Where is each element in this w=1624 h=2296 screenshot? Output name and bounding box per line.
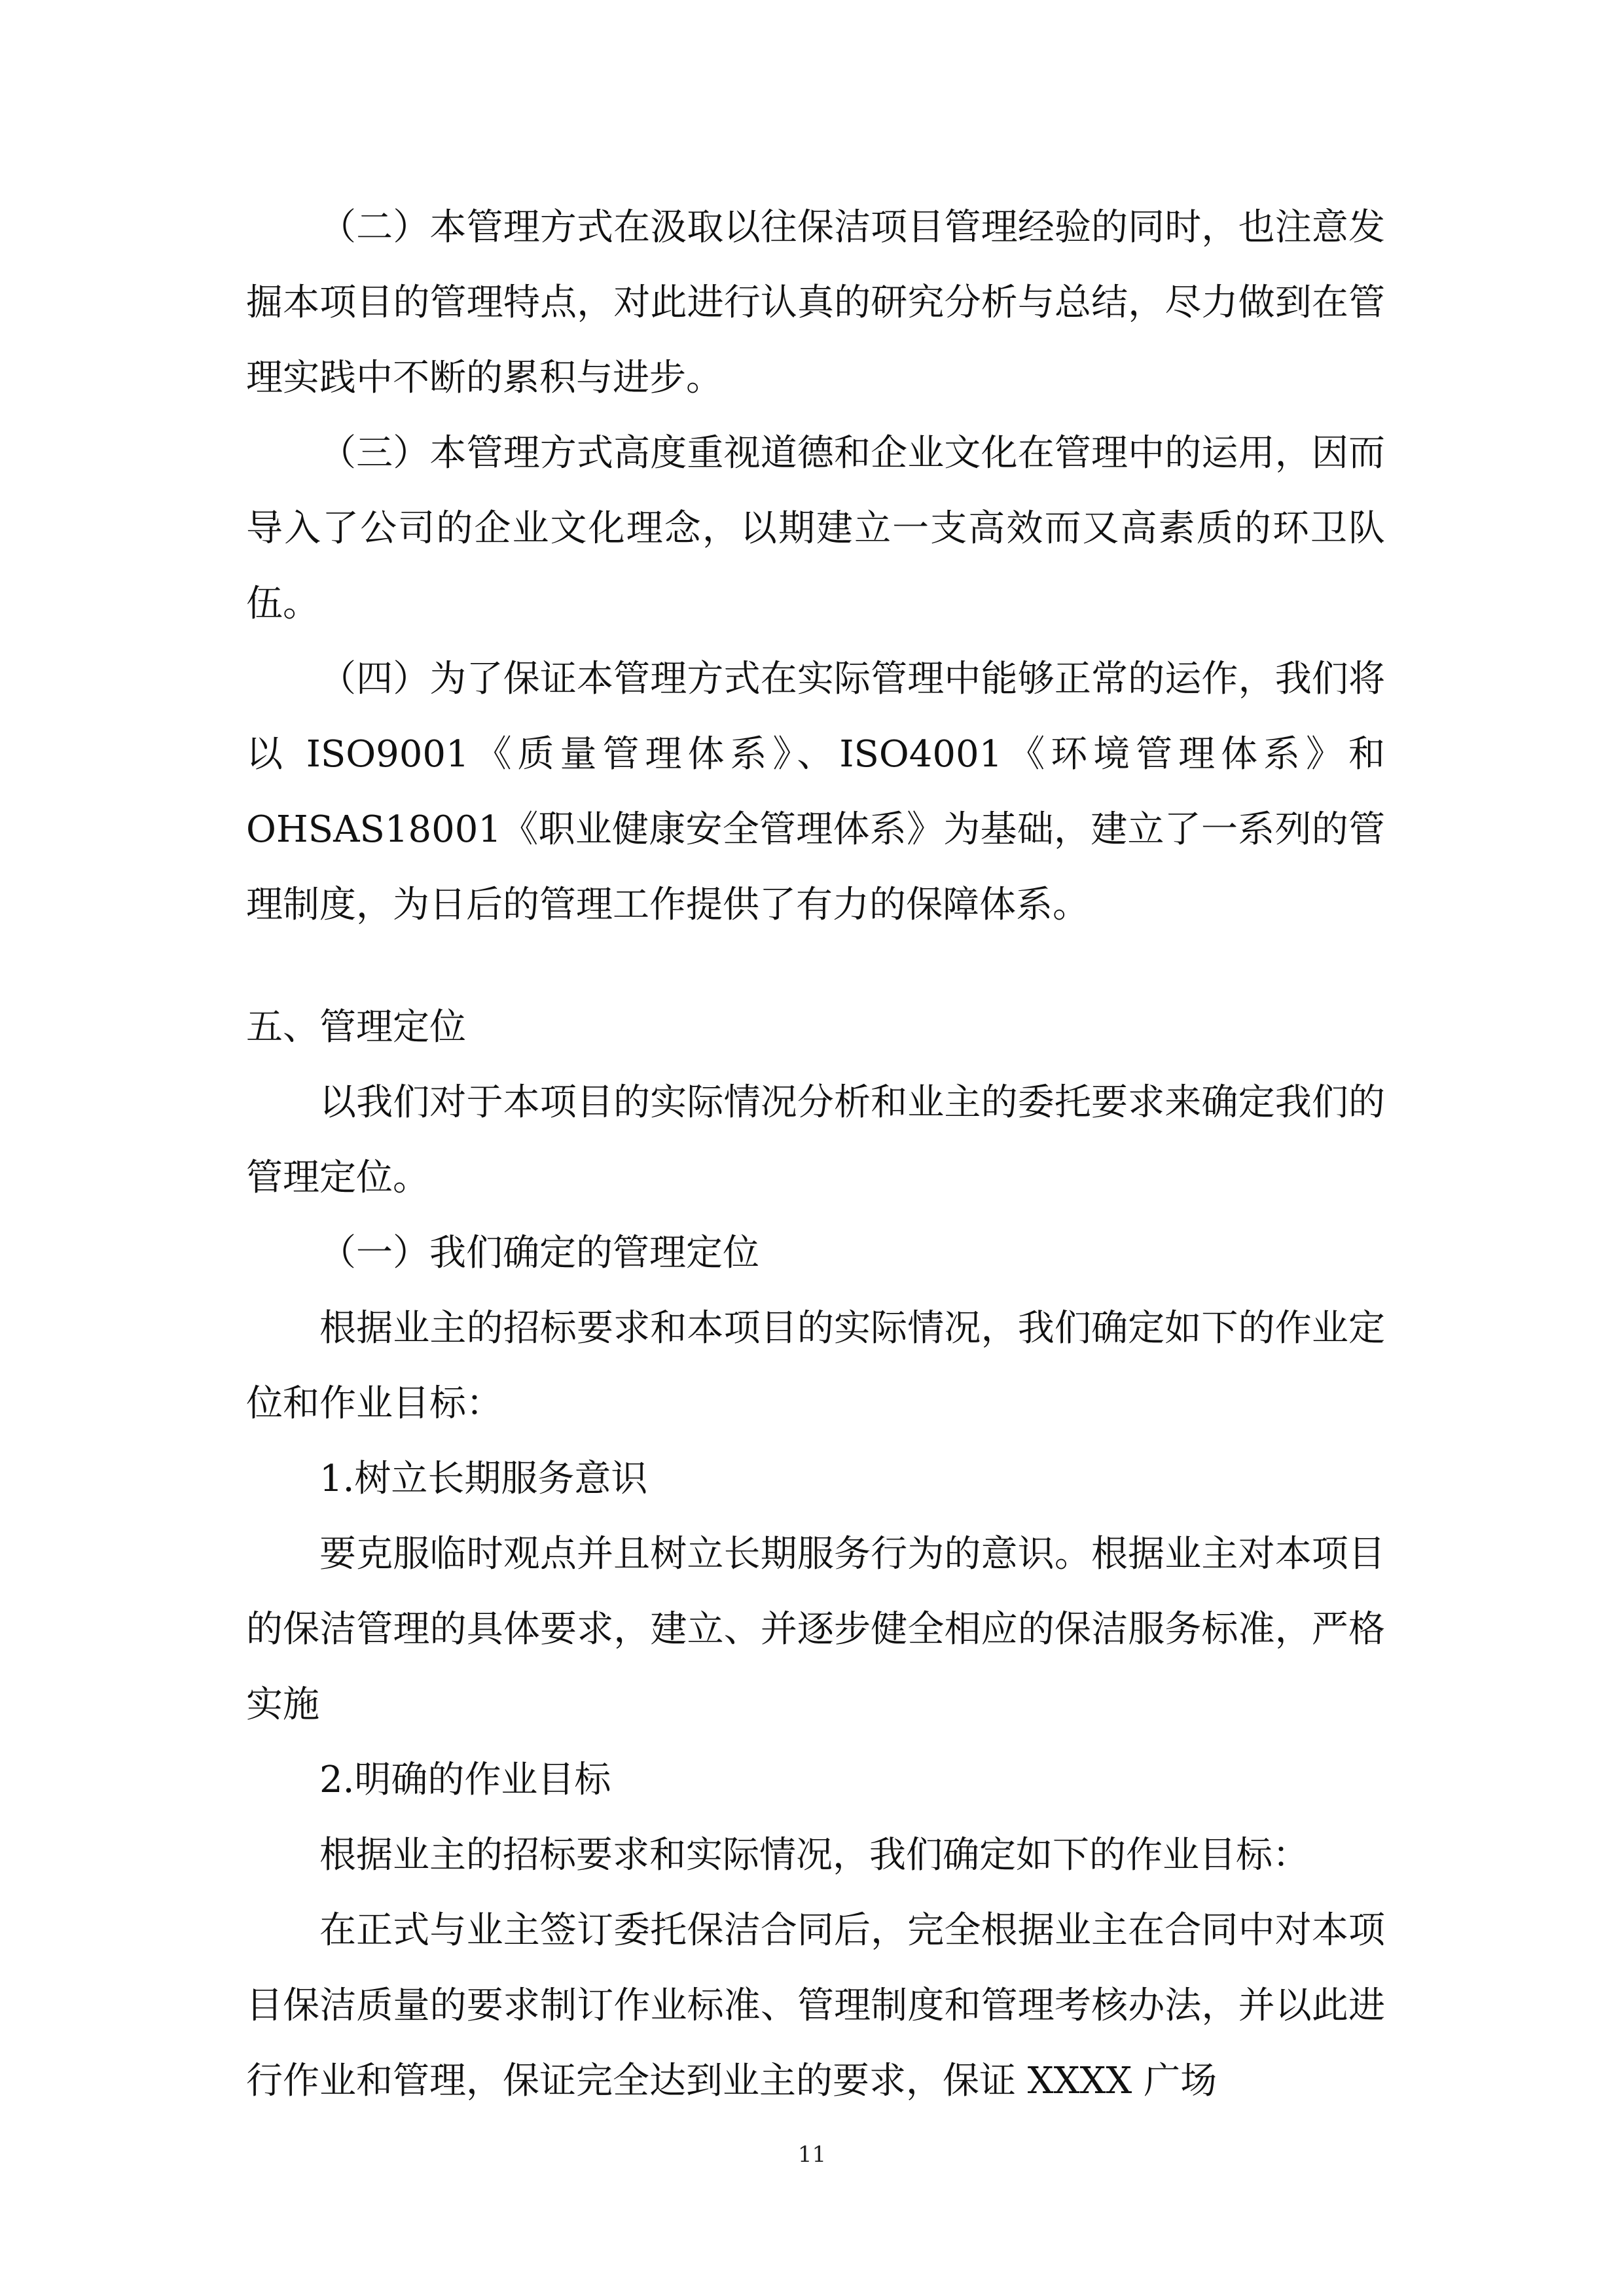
section-heading-management-positioning: 五、管理定位: [246, 1006, 466, 1049]
paragraph-section-3: （三）本管理方式高度重视道德和企业文化在管理中的运用，因而导入了公司的企业文化理念，以期建立一支高效而又高素质的环卫队伍。: [246, 432, 1385, 625]
paragraph-section-4: （四）为了保证本管理方式在实际管理中能够正常的运作，我们将以 ISO9001《质量管理体系》、ISO4001《环境管理体系》和 OHSAS18001《职业健康安全管理体系》为基础，建立了一系列的管理制度，为日后的管理工作提供了有力的保障体系。: [246, 658, 1385, 926]
paragraph-work-targets-intro: 根据业主的招标要求和实际情况，我们确定如下的作业目标：: [319, 1834, 1309, 1876]
paragraph-positioning-intro: 以我们对于本项目的实际情况分析和业主的委托要求来确定我们的管理定位。: [246, 1081, 1385, 1199]
page-number: 11: [797, 2142, 827, 2168]
paragraph-contract-requirements: 在正式与业主签订委托保洁合同后，完全根据业主在合同中对本项目保洁质量的要求制订作业标准、管理制度和管理考核办法，并以此进行作业和管理，保证完全达到业主的要求，保证 XXXX 广场: [246, 1909, 1385, 2102]
list-item-heading-1: 1.树立长期服务意识: [319, 1458, 648, 1500]
paragraph-long-term-service: 要克服临时观点并且树立长期服务行为的意识。根据业主对本项目的保洁管理的具体要求，建立、并逐步健全相应的保洁服务标准，严格实施: [246, 1533, 1385, 1726]
list-item-heading-2: 2.明确的作业目标: [319, 1759, 611, 1801]
paragraph-section-2: （二）本管理方式在汲取以往保洁项目管理经验的同时，也注意发掘本项目的管理特点，对此进行认真的研究分析与总结，尽力做到在管理实践中不断的累积与进步。: [246, 206, 1385, 399]
subheading-positioning: （一）我们确定的管理定位: [319, 1232, 759, 1274]
paragraph-positioning-goals: 根据业主的招标要求和本项目的实际情况，我们确定如下的作业定位和作业目标：: [246, 1307, 1385, 1425]
body-text: [246, 190, 1385, 2119]
